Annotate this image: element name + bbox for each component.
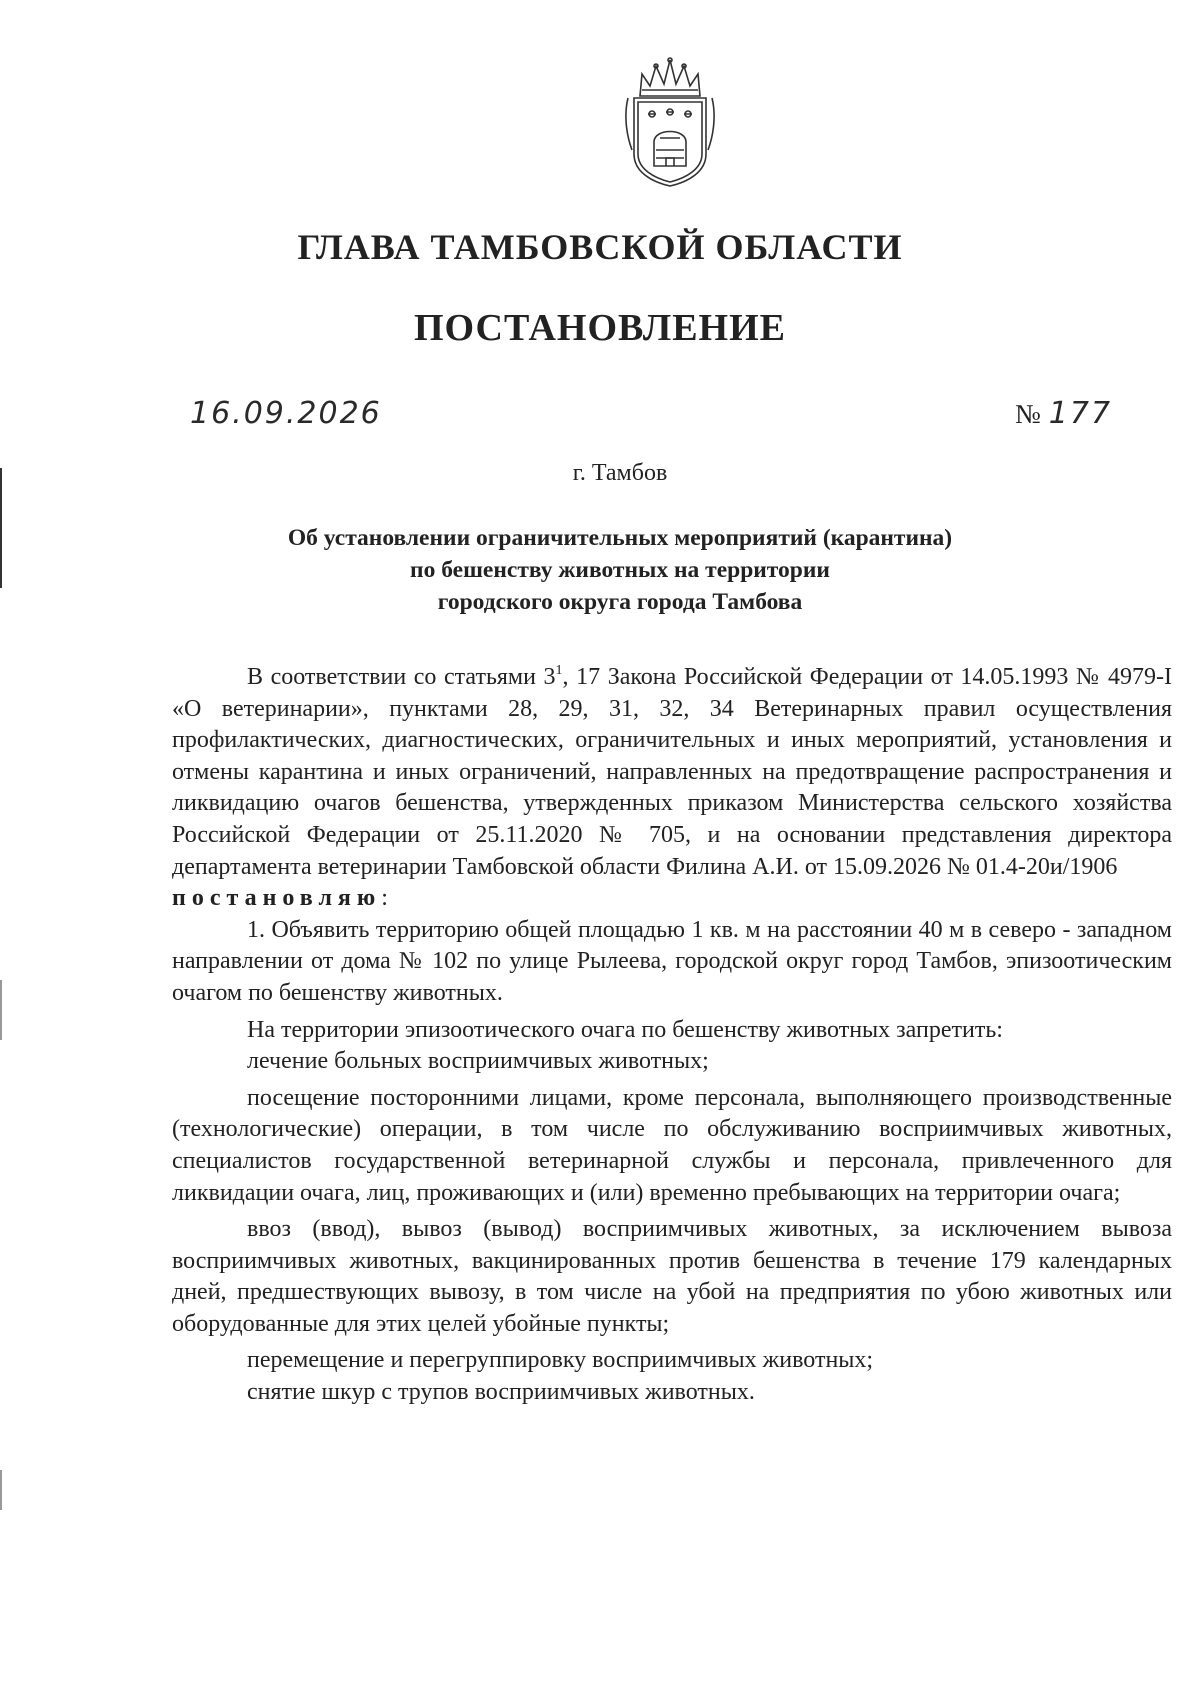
- prohibit-item: перемещение и перегруппировку восприимчивых животных;: [247, 1347, 874, 1374]
- decree-word: постановляю: [172, 885, 382, 912]
- prohibit-item: посещение посторонними лицами, кроме персонала, выполняющего производственные (технологические) операции, в том числе по обслуживанию восприимчивых животных, специалистов государственной ветеринарной службы и персонала, привлеченного для ликвидации очага, лиц, проживающих и (или) временно пребывающих на территории очага;: [172, 1084, 1172, 1206]
- issuing-authority: ГЛАВА ТАМБОВСКОЙ ОБЛАСТИ: [297, 227, 903, 267]
- decree-line: [172, 883, 1172, 915]
- preamble-superscript: 1: [555, 663, 563, 678]
- decree-colon: :: [381, 885, 388, 912]
- prohibit-item: лечение больных восприимчивых животных;: [247, 1048, 709, 1075]
- title-line: Об установлении ограничительных мероприятий (карантина): [287, 525, 953, 551]
- title-line: по бешенству животных на территории: [410, 557, 830, 583]
- document-title: [0, 522, 1200, 618]
- item-1-paragraph: 1. Объявить территорию общей площадью 1 кв. м на расстоянии 40 м в северо - западном направлении от дома № 102 по улице Рылеева, городской округ город Тамбов, эпизоотическим очагом по бешенству животных.: [172, 916, 1172, 1006]
- scan-mark: [0, 980, 2, 1040]
- coat-of-arms-emblem: [618, 54, 722, 190]
- document-type: ПОСТАНОВЛЕНИЕ: [413, 307, 787, 349]
- preamble-paragraph: [172, 655, 1172, 883]
- title-line: городского округа города Тамбова: [437, 589, 803, 615]
- document-body: [172, 655, 1172, 1409]
- prohibit-item: ввоз (ввод), вывоз (вывод) восприимчивых животных, за исключением вывоза восприимчивых животных, вакцинированных против бешенства в течение 179 календарных дней, предшествующих вывозу, в том числе на убой на предприятия по убою животных или оборудованные для этих целей убойные пункты;: [172, 1216, 1172, 1337]
- document-city: г. Тамбов: [572, 460, 668, 486]
- preamble-rest: , 17 Закона Российской Федерации от 14.05.1993 № 4979-I «О ветеринарии», пунктами 28, 29, 31, 32, 34 Ветеринарных правил осуществления профилактических, диагностических, ограничительных и иных мероприятий, установления и отмены карантина и иных ограничений, направленных на предотвращение распространения и ликвидацию очагов бешенства, утвержденных приказом Министерства сельского хозяйства Российской Федерации от 25.11.2020 № 705, и на основании представления директора департамента ветеринарии Тамбовской области Филина А.И. от 15.09.2026 № 01.4-20и/1906: [172, 664, 1172, 880]
- document-date: 16.09.2026: [190, 396, 382, 431]
- preamble-start: В соответствии со статьями 3: [247, 664, 556, 690]
- prohibit-intro: На территории эпизоотического очага по бешенству животных запретить:: [247, 1016, 1003, 1043]
- prohibit-item: снятие шкур с трупов восприимчивых животных.: [247, 1379, 755, 1406]
- number-sign: №: [1015, 399, 1041, 429]
- scan-mark: [0, 468, 2, 588]
- number-value: 177: [1048, 396, 1113, 431]
- document-number: [1015, 396, 1112, 431]
- scan-mark: [0, 1470, 2, 1510]
